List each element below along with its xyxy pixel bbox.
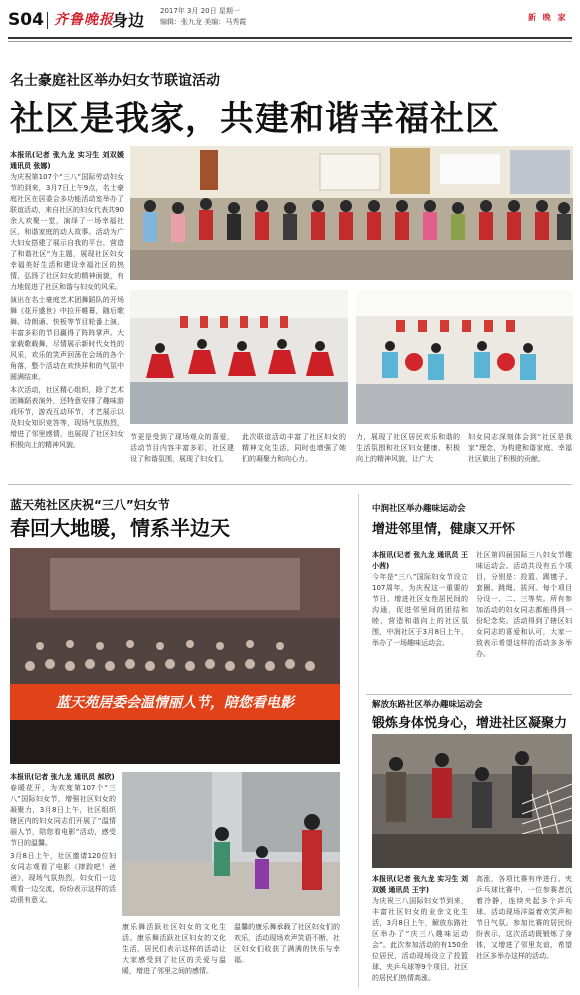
story2-row-column: 康乐舞活跃社区妇女的文化生活。康乐舞活跃社区妇女的文化生活，居民们表示这样的活动让大家感受到了社区的关爱与温暖，增进了邻里之间的感情。 — [122, 923, 226, 975]
story2-banner: 蓝天苑居委会温情丽人节，陪您看电影 — [10, 684, 340, 720]
story2-photo-cinema — [10, 548, 340, 764]
cinema-photo-image — [10, 548, 340, 764]
story1-row-column: 此次联谊活动丰富了社区妇女的精神文化生活，同时也增强了她们的凝聚力和向心力。 — [242, 433, 346, 463]
story4-paragraph: 为庆祝三八国际妇女节到来，丰富社区妇女的业余文化生活，3月8日上午，解放东路社区举办了“庆三八趣味运动会”。此次参加活动的有150余位居民，活动现场设立了投篮球、夹乒乓球等9个项目，社区的居民们热情高涨。 — [372, 897, 468, 982]
story3-paragraph: 今年是“三八”国际妇女节设立107周年，为庆祝这一重要的节日，增进社区女性居民间的沟通，促进邻里间的团结和睦，营造和谐向上的社区氛围，中润社区于3月8日上午，举办了一场趣味运动会。 — [372, 573, 468, 647]
story3-column — [372, 550, 468, 690]
story3-headline: 增进邻里情，健康又开怀 — [372, 522, 516, 537]
story1-photo-dancers-red — [130, 290, 348, 424]
header-meta — [160, 6, 246, 28]
story4-kicker: 解放东路社区举办趣味运动会 — [372, 700, 483, 710]
story2-column — [10, 772, 116, 987]
story2-photo-outdoor — [122, 772, 340, 916]
story1-photo-group — [130, 146, 573, 280]
story1-row-column: 妇女同志深刻体会到“社区是我家”理念，为构建和谐家庭、幸福社区做出了积极的贡献。 — [468, 433, 572, 463]
date-line: 2017年 3月 20日 星期一 — [160, 7, 240, 15]
story2-headline: 春回大地暖，情系半边天 — [10, 516, 230, 540]
corner-tag: 新 晚 家 — [528, 13, 568, 22]
story3-kicker: 中润社区举办趣味运动会 — [372, 504, 466, 514]
group-photo-image — [130, 146, 573, 280]
games-photo-image — [372, 734, 572, 868]
story4-byline: 本报讯(记者 张九龙 实习生 刘双媛 通讯员 王宇) — [372, 875, 468, 894]
outdoor-photo-image — [122, 772, 340, 916]
section-title: 身边 — [112, 11, 145, 30]
dancers-red-image — [130, 290, 348, 424]
story2-paragraph: 春暖花开，为欢度第107个“三八”国际妇女节，增强社区妇女的凝聚力，3月8日上午，社区组织辖区内的妇女同志们开展了“温情丽人节，陪您看电影”活动，感受节日的温馨。 — [10, 784, 116, 847]
story1-row-column: 节更是受到了现场观众的喜爱，活动节目内容丰富多彩，社区建设了和谐氛围，展现了妇女们。 — [130, 433, 234, 463]
header-separator — [47, 12, 48, 29]
newspaper-logo: 齐鲁晚报 — [54, 12, 114, 28]
story1-column — [10, 150, 124, 449]
story2-kicker: 蓝天苑社区庆祝“三八”妇女节 — [10, 498, 170, 512]
story4-headline: 锻炼身体悦身心，增进社区凝聚力 — [372, 716, 568, 731]
editors-line: 编辑：张九龙 美编：马秀霞 — [160, 18, 247, 26]
story1-headline: 社区是我家，共建和谐幸福社区 — [10, 99, 500, 139]
story3-byline: 本报讯(记者 张九龙 通讯员 王小茜) — [372, 551, 468, 570]
story1-paragraph: 本次活动，社区精心组织，除了艺术团舞蹈表演外，还特意安排了趣味游戏环节，游戏互动环节，才艺展示以及妇女知识竞答等，现场气氛热烈，增进了邻里感情，也展现了社区妇女积极向上的精神风貌。 — [10, 386, 124, 449]
story4-column: 高涨，各项比赛有序进行。夹乒乓球比赛中，一位参赛者沉着冷静，连续夹起多个乒乓球。活动现场洋溢着欢笑声和节日气氛。参加比赛的居民纷纷表示，这次活动既锻炼了身体，又增进了邻里友谊，希望社区多举办这样的活动。 — [476, 875, 572, 960]
story1-paragraph: 为庆祝第107个“三八”国际劳动妇女节的到来，3月7日上午9点，名士豪庭社区在居委会多功能活动室举办了联谊活动，来自社区的妇女代表共90余人欢聚一堂，演绎了一场幸福社区、和谐家庭的动人故事。活动为广大妇女搭建了展示自我的平台，营造了和谐社区“为主题，展现社区妇女幸福美好生活和建设幸福社区的热情，弘扬了社区妇女的精神面貌，有力地促进了社区和谐与妇女的风采。 — [10, 173, 124, 291]
story1-kicker: 名士豪庭社区举办妇女节联谊活动 — [10, 73, 220, 89]
story4-photo — [372, 734, 572, 868]
story1-byline: 本报讯(记者 张九龙 实习生 刘双媛 通讯员 张娜) — [10, 151, 124, 170]
story-divider — [8, 484, 572, 485]
story1-photo-dancers-blue — [356, 290, 573, 424]
story2-paragraph: 3月8日上午，社区邀请120位妇女同志观看了电影《摔跤吧！爸爸》，现场气氛热烈，妇女们一边观看一边交流，纷纷表示这样的活动很有意义。 — [10, 852, 116, 904]
story2-byline: 本报讯(记者 张九龙 通讯员 郝欣) — [10, 773, 115, 781]
story1-paragraph: 演出在名士豪庭艺术团舞蹈队的开场舞《花开盛世》中拉开帷幕，随后歌舞、诗朗诵、快板等节目轮番上演，丰富多彩的节目赢得了阵阵掌声。大家载歌载舞，尽情展示新时代女性的风采，欢乐的笑声回荡在会场的各个角落，整个活动在欢快祥和的气氛中圆满结束。 — [10, 296, 124, 381]
dancers-blue-image — [356, 290, 573, 424]
story1-row-column: 力，展现了社区居民欢乐和谐的生活氛围和社区妇女健康、积极向上的精神风貌，让广大 — [356, 433, 460, 463]
page-number: S04 — [8, 10, 44, 30]
header-rule-thin — [8, 41, 572, 42]
column-divider — [358, 494, 359, 988]
story3-column: 社区第四届国际三八妇女节趣味运动会。活动共设有五个项目，分别是：投篮、踢毽子、套圈、跳绳、拔河。每个项目分设一、二、三等奖。所有参加活动的妇女同志都能得到一份纪念奖。活动得到了辖区妇女同志的喜爱和认可，大家一致表示希望这样的活动多多举办。 — [476, 551, 572, 658]
story4-column — [372, 874, 468, 988]
story-divider — [366, 694, 572, 695]
header-rule — [8, 37, 572, 39]
story2-row-column: 温馨的康乐舞承载了社区妇女们的欢乐，活动现场欢声笑语不断，社区妇女们收获了满满的快乐与幸福。 — [234, 923, 340, 964]
